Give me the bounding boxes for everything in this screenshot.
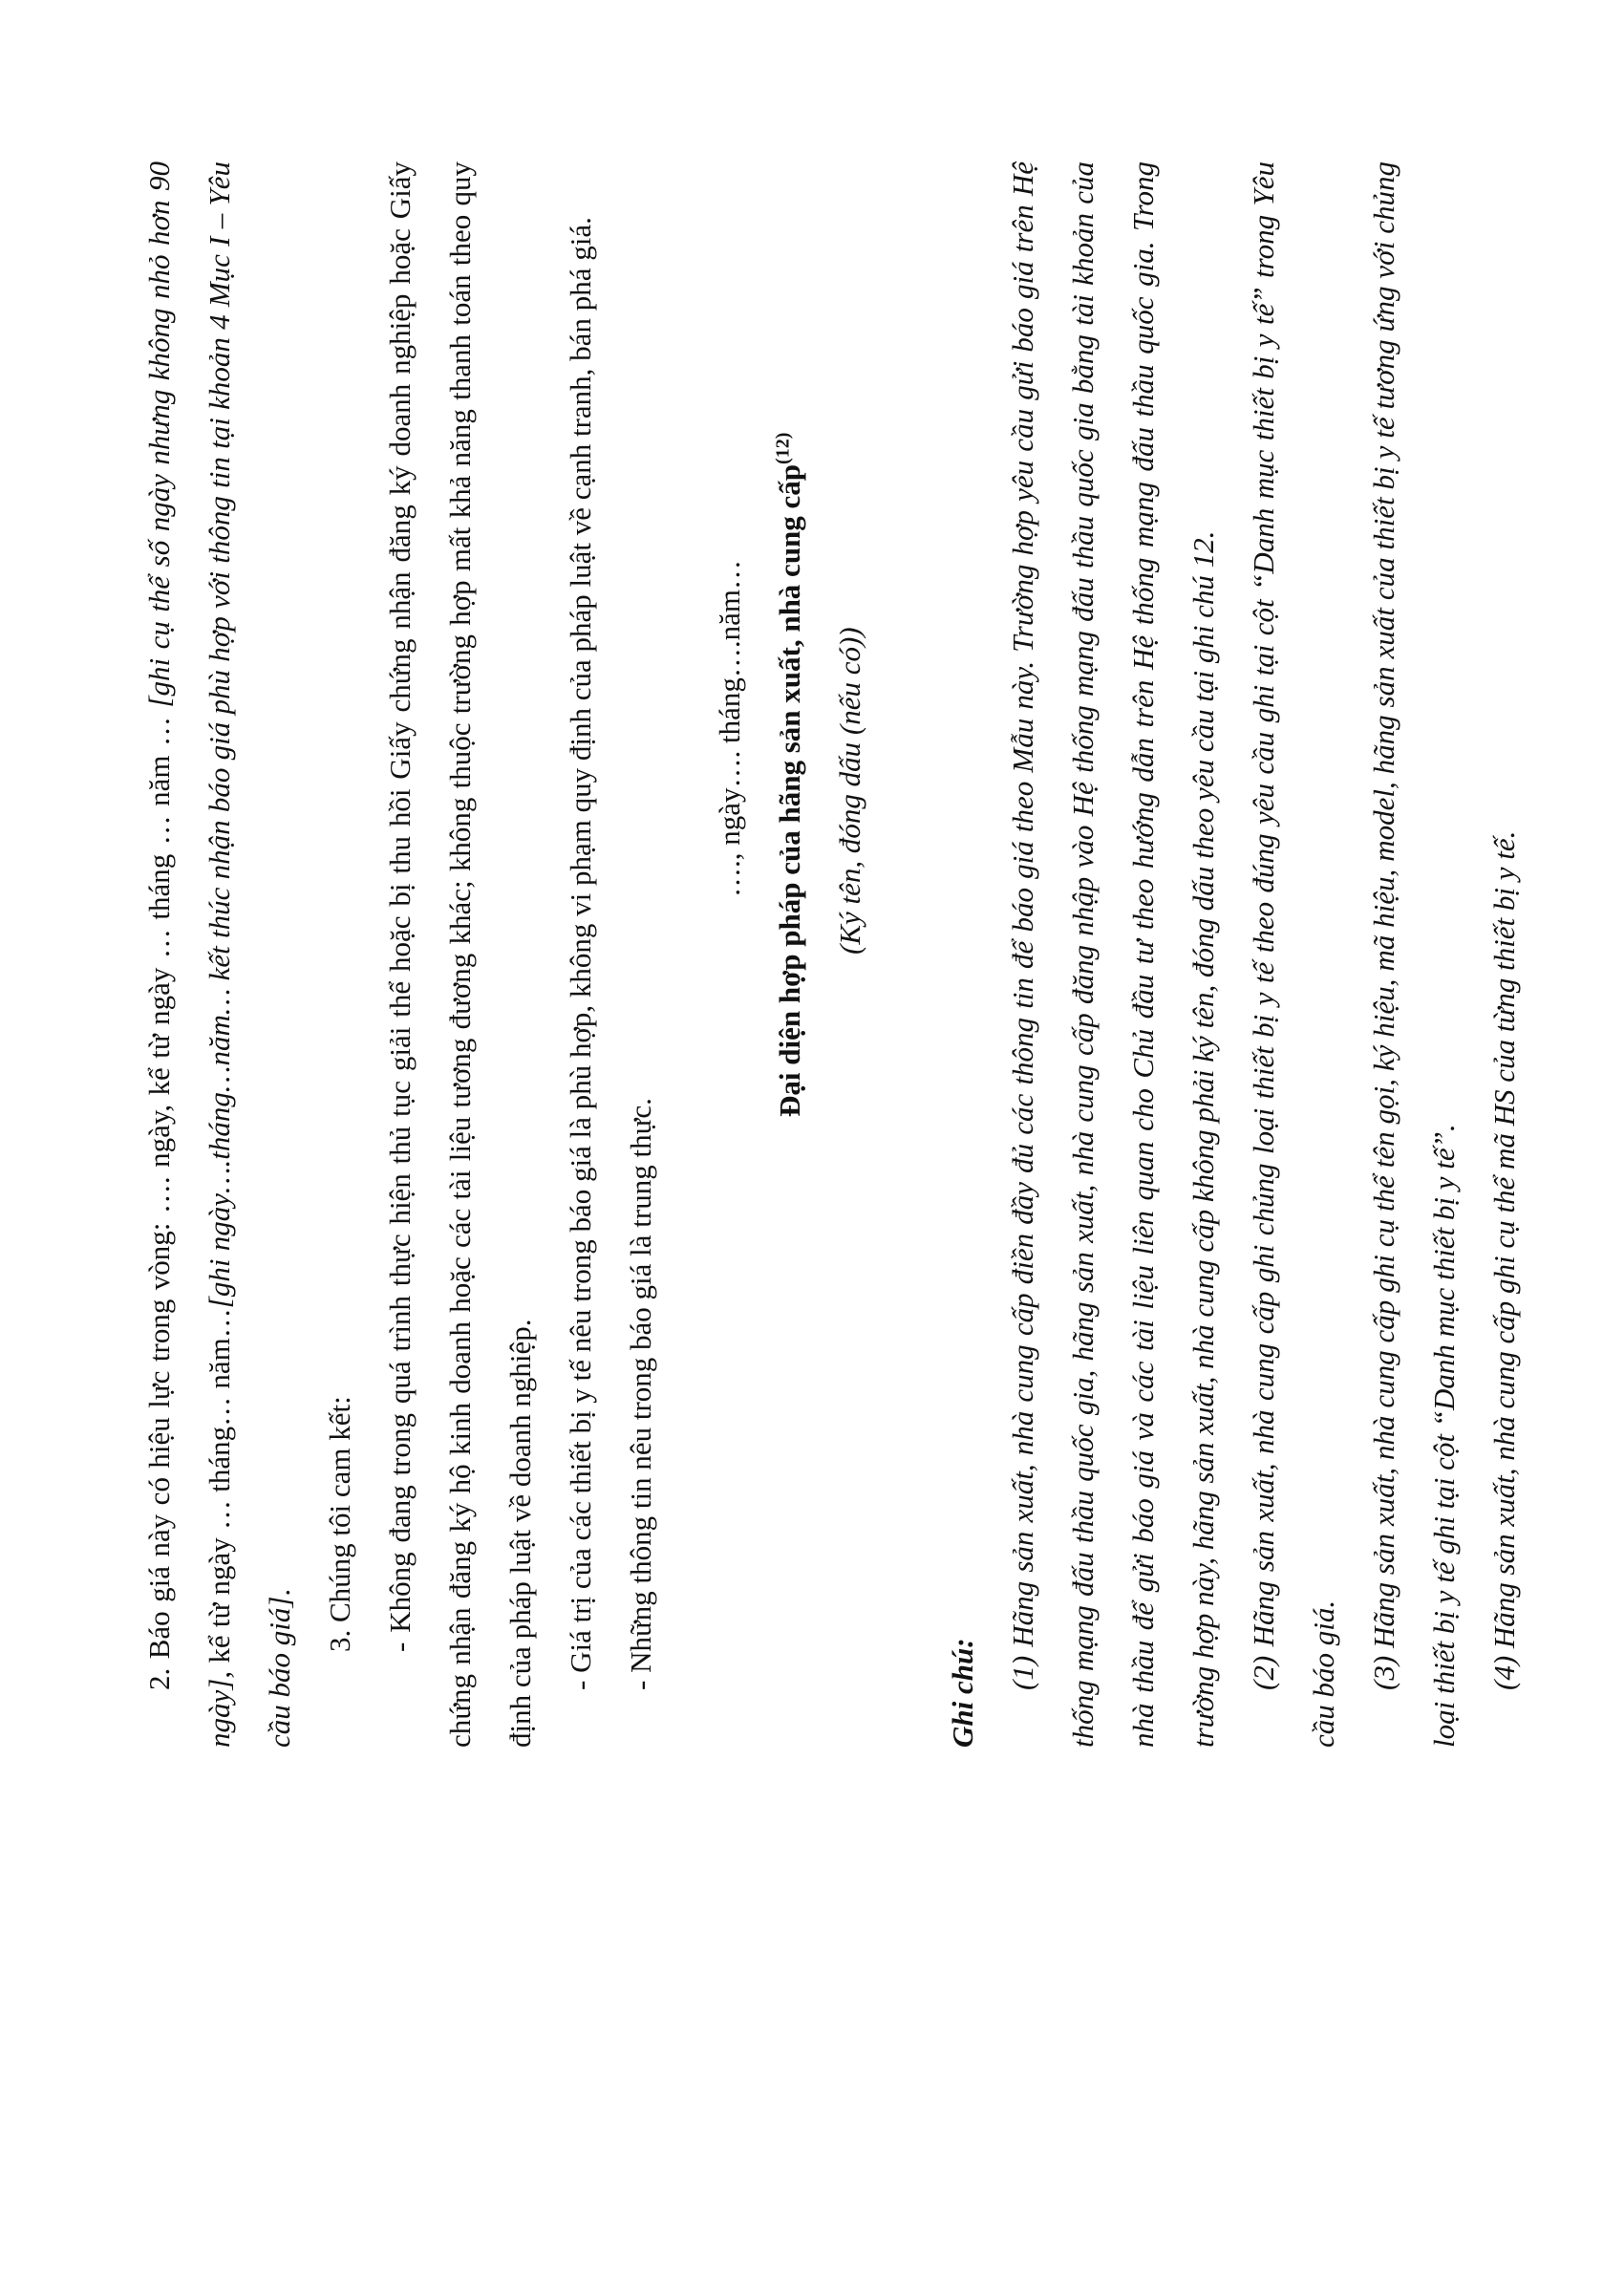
validity-text: 2. Báo giá này có hiệu lực trong vòng: …. ngày, kể từ ngày … tháng … năm … — [142, 707, 176, 1690]
note-2: (2) Hãng sản xuất, nhà cung cấp ghi chủng loại thiết bị y tế theo đúng yêu cầu ghi tại cột “Danh mục thiết bị y tế” trong Yêu cầu báo giá. — [1247, 161, 1340, 1748]
commitment-heading: 3. Chúng tôi cam kết: — [323, 1396, 356, 1652]
note-4: (4) Hãng sản xuất, nhà cung cấp ghi cụ thể mã HS của từng thiết bị y tế. — [1487, 830, 1521, 1690]
signer-title-text: Đại diện hợp pháp của hãng sản xuất, nhà cung cấp — [773, 463, 806, 1117]
signer-footnote-ref: (12) — [772, 432, 794, 464]
validity-period: . — [263, 1588, 296, 1597]
validity-date-instruction: [ghi ngày….tháng…năm… kết thúc nhận báo giá phù hợp với thông tin tại khoản 4 Mục I – Yêu cầu báo giá] — [203, 161, 296, 1748]
validity-days-instruction: [ghi cụ thể số ngày nhưng không nhỏ hơn 90 ngày] — [142, 161, 236, 1748]
note-3: (3) Hãng sản xuất, nhà cung cấp ghi cụ thể tên gọi, ký hiệu, mã hiệu, model, hãng sản xuất của thiết bị y tế tương ứng với chủng loại thiết bị y tế ghi tại cột “Danh mục thiết bị y tế”. — [1367, 161, 1461, 1748]
signature-date-line: …., ngày…. tháng….năm… — [713, 559, 746, 897]
signer-title — [759, 161, 820, 1748]
commitment-item-2: - Giá trị của các thiết bị y tế nêu trong báo giá là phù hợp, không vi phạm quy định của pháp luật về cạnh tranh, bán phá giá. — [564, 217, 597, 1690]
validity-paragraph — [129, 161, 310, 1748]
note-1: (1) Hãng sản xuất, nhà cung cấp điền đầy đủ các thông tin để báo giá theo Mẫu này. Trường hợp yêu cầu gửi báo giá trên Hệ thống mạng đấu thầu quốc gia, hãng sản xuất, nhà cung cấp đăng nhập vào Hệ thống mạng đấu thầu quốc gia bằng tài khoản của nhà thầu để gửi báo giá và các tài liệu liên quan cho Chủ đầu tư theo hướng dẫn trên Hệ thống mạng đấu thầu quốc gia. Trong trường hợp này, hãng sản xuất, nhà cung cấp không phải ký tên, đóng dấu theo yêu cầu tại ghi chú 12. — [1006, 161, 1220, 1748]
notes-title: Ghi chú: — [946, 1638, 979, 1748]
commitment-item-1: - Không đang trong quá trình thực hiện thủ tục giải thể hoặc bị thu hồi Giấy chứng nhận đăng ký doanh nghiệp hoặc Giấy chứng nhận đăng ký hộ kinh doanh hoặc các tài liệu tương đương khác; không thuộc trường hợp mất khả năng thanh toán theo quy định của pháp luật về doanh nghiệp. — [383, 161, 537, 1748]
validity-from-text: , kể từ ngày … tháng… năm… — [203, 1308, 236, 1679]
document-body — [129, 161, 1534, 1748]
signature-instruction: (Ký tên, đóng dấu (nếu có)) — [833, 627, 866, 955]
commitment-item-3: - Những thông tin nêu trong báo giá là trung thực. — [624, 1098, 657, 1690]
